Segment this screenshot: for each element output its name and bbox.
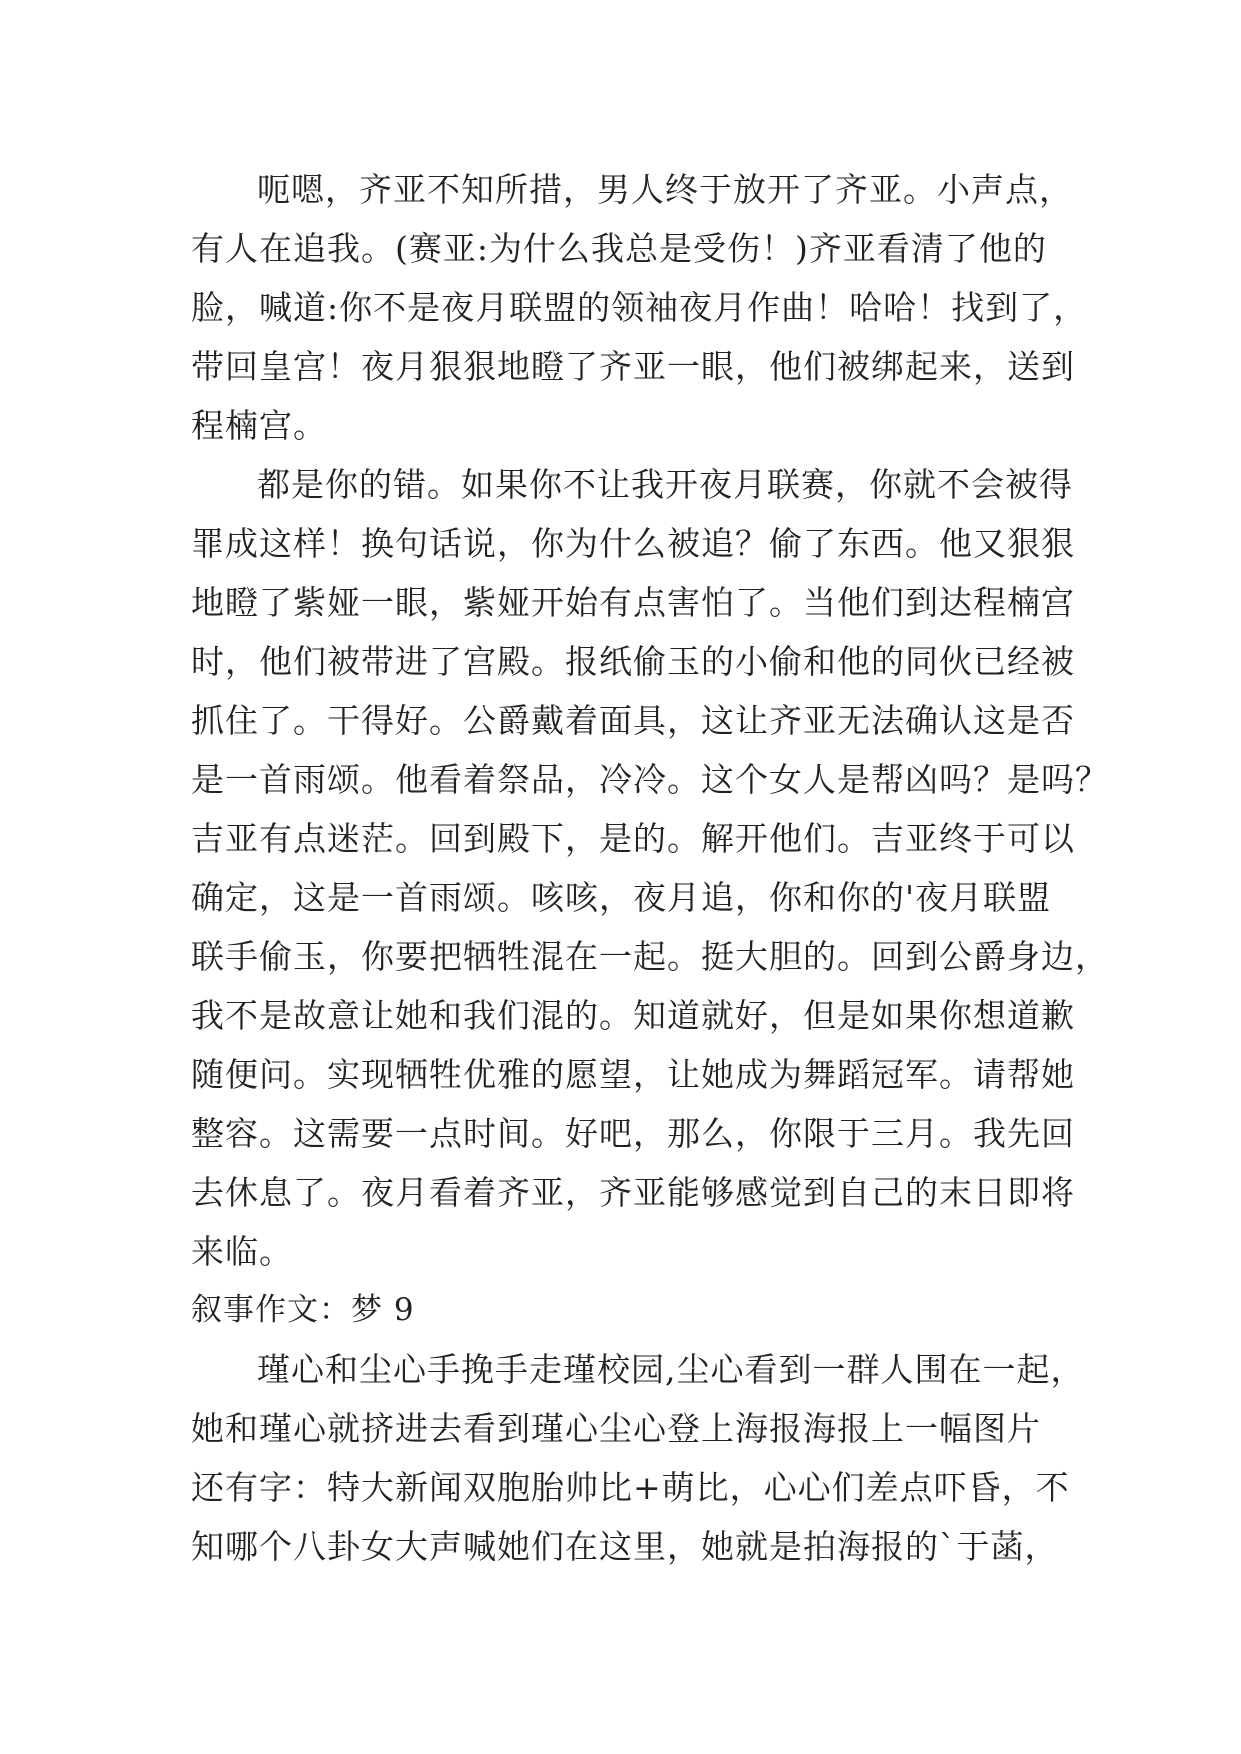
text-line: 脸，喊道:你不是夜月联盟的领袖夜月作曲！哈哈！找到了， [191, 288, 1088, 327]
text-line: 知哪个八卦女大声喊她们在这里，她就是拍海报的`于菡， [191, 1527, 1059, 1566]
text-line: 我不是故意让她和我们混的。知道就好，但是如果你想道歉 [191, 996, 1075, 1035]
text-line: 来临。 [191, 1232, 293, 1271]
text-line: 随便问。实现牺牲优雅的愿望，让她成为舞蹈冠军。请帮她 [191, 1055, 1075, 1094]
text-line: 抓住了。干得好。公爵戴着面具，这让齐亚无法确认这是否 [191, 701, 1075, 740]
section-heading: 叙事作文：梦 9 [191, 1292, 415, 1328]
text-line: 带回皇宫！夜月狠狠地瞪了齐亚一眼，他们被绑起来，送到 [191, 347, 1075, 386]
paragraph-2 [191, 455, 1109, 1281]
text-line: 整容。这需要一点时间。好吧，那么，你限于三月。我先回 [191, 1114, 1075, 1153]
document-body [191, 160, 1109, 1576]
text-line: 确定，这是一首雨颂。咳咳，夜月追，你和你的'夜月联盟 [191, 878, 1052, 917]
paragraph-3 [191, 1340, 1085, 1576]
text-line: 联手偷玉，你要把牺牲混在一起。挺大胆的。回到公爵身边， [191, 937, 1109, 976]
text-line: 程楠宫。 [191, 406, 327, 445]
text-line: 是一首雨颂。他看着祭品，冷冷。这个女人是帮凶吗？是吗？ [191, 760, 1109, 799]
text-line: 还有字：特大新闻双胞胎帅比+萌比，心心们差点吓昏，不 [191, 1468, 1070, 1507]
paragraph-1 [191, 160, 1088, 455]
text-line: 吉亚有点迷茫。回到殿下，是的。解开他们。吉亚终于可以 [191, 819, 1075, 858]
text-line: 有人在追我。(赛亚:为什么我总是受伤！)齐亚看清了他的 [191, 229, 1047, 268]
text-line: 时，他们被带进了宫殿。报纸偷玉的小偷和他的同伙已经被 [191, 642, 1075, 681]
text-line: 都是你的错。如果你不让我开夜月联赛，你就不会被得 [257, 465, 1073, 504]
text-line: 她和瑾心就挤进去看到瑾心尘心登上海报海报上一幅图片 [191, 1409, 1041, 1448]
text-line: 罪成这样！换句话说，你为什么被追？偷了东西。他又狠狠 [191, 524, 1075, 563]
text-line: 瑾心和尘心手挽手走瑾校园,尘心看到一群人围在一起， [257, 1350, 1085, 1389]
text-line: 呃嗯，齐亚不知所措，男人终于放开了齐亚。小声点， [257, 170, 1073, 209]
text-line: 去休息了。夜月看着齐亚，齐亚能够感觉到自己的末日即将 [191, 1173, 1075, 1212]
text-line: 地瞪了紫娅一眼，紫娅开始有点害怕了。当他们到达程楠宫 [191, 583, 1075, 622]
